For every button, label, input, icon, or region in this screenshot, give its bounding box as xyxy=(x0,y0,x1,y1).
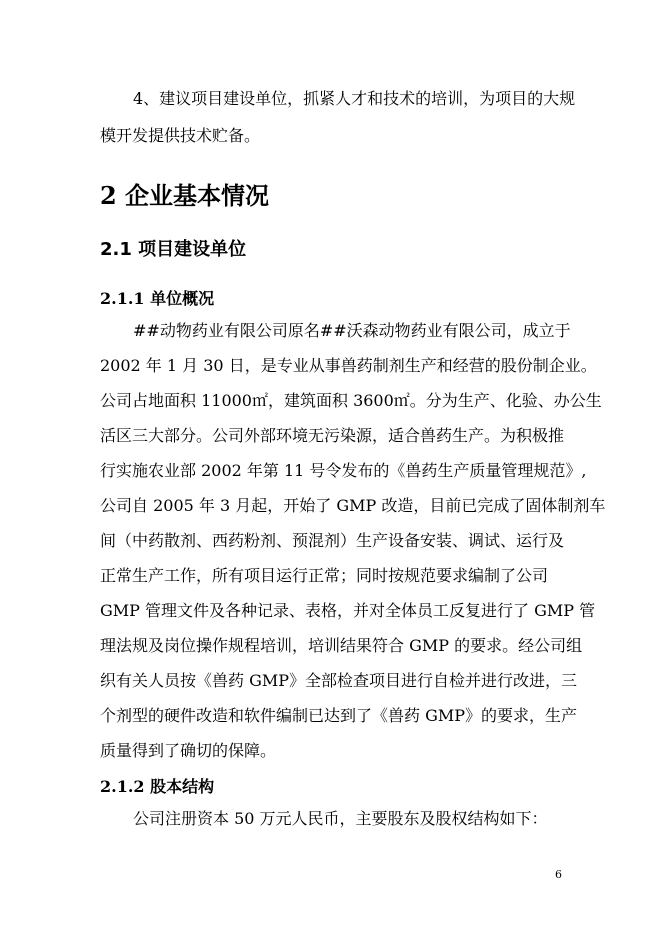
overview-line-9: GMP 管理文件及各种记录、表格，并对全体员工反复进行了 GMP 管 xyxy=(100,601,596,620)
equity-line-1: 公司注册资本 50 万元人民币，主要股东及股权结构如下： xyxy=(133,809,548,828)
overview-line-5: 行实施农业部 2002 年第 11 号令发布的《兽药生产质量管理规范》, xyxy=(100,461,587,480)
heading-project-construction-unit: 2.1 项目建设单位 xyxy=(100,239,247,260)
overview-line-13: 质量得到了确切的保障。 xyxy=(100,741,277,760)
overview-line-8: 正常生产工作，所有项目运行正常；同时按规范要求编制了公司 xyxy=(100,566,549,585)
overview-line-3: 公司占地面积 11000㎡，建筑面积 3600㎡。分为生产、化验、办公生 xyxy=(100,391,602,410)
intro-line-1: 4、建议项目建设单位，抓紧人才和技术的培训，为项目的大规 xyxy=(133,89,576,108)
overview-line-10: 理法规及岗位操作规程培训，培训结果符合 GMP 的要求。经公司组 xyxy=(100,636,583,655)
heading-enterprise-basic-info: 2 企业基本情况 xyxy=(100,181,270,210)
overview-line-11: 织有关人员按《兽药 GMP》全部检查项目进行自检并进行改进，三 xyxy=(100,671,578,690)
overview-line-6: 公司自 2005 年 3 月起，开始了 GMP 改造，目前已完成了固体制剂车 xyxy=(100,496,606,515)
overview-line-12: 个剂型的硬件改造和软件编制已达到了《兽药 GMP》的要求，生产 xyxy=(100,706,578,725)
heading-equity-structure: 2.1.2 股本结构 xyxy=(100,777,215,796)
overview-line-4: 活区三大部分。公司外部环境无污染源，适合兽药生产。为积极推 xyxy=(100,426,565,445)
heading-unit-overview: 2.1.1 单位概况 xyxy=(100,289,215,308)
page-number: 6 xyxy=(555,868,562,881)
overview-line-7: 间（中药散剂、西药粉剂、预混剂）生产设备安装、调试、运行及 xyxy=(100,531,565,550)
overview-line-1: ##动物药业有限公司原名##沃森动物药业有限公司，成立于 xyxy=(133,321,571,340)
intro-line-2: 模开发提供技术贮备。 xyxy=(100,126,261,145)
overview-line-2: 2002 年 1 月 30 日，是专业从事兽药制剂生产和经营的股份制企业。 xyxy=(100,356,597,375)
